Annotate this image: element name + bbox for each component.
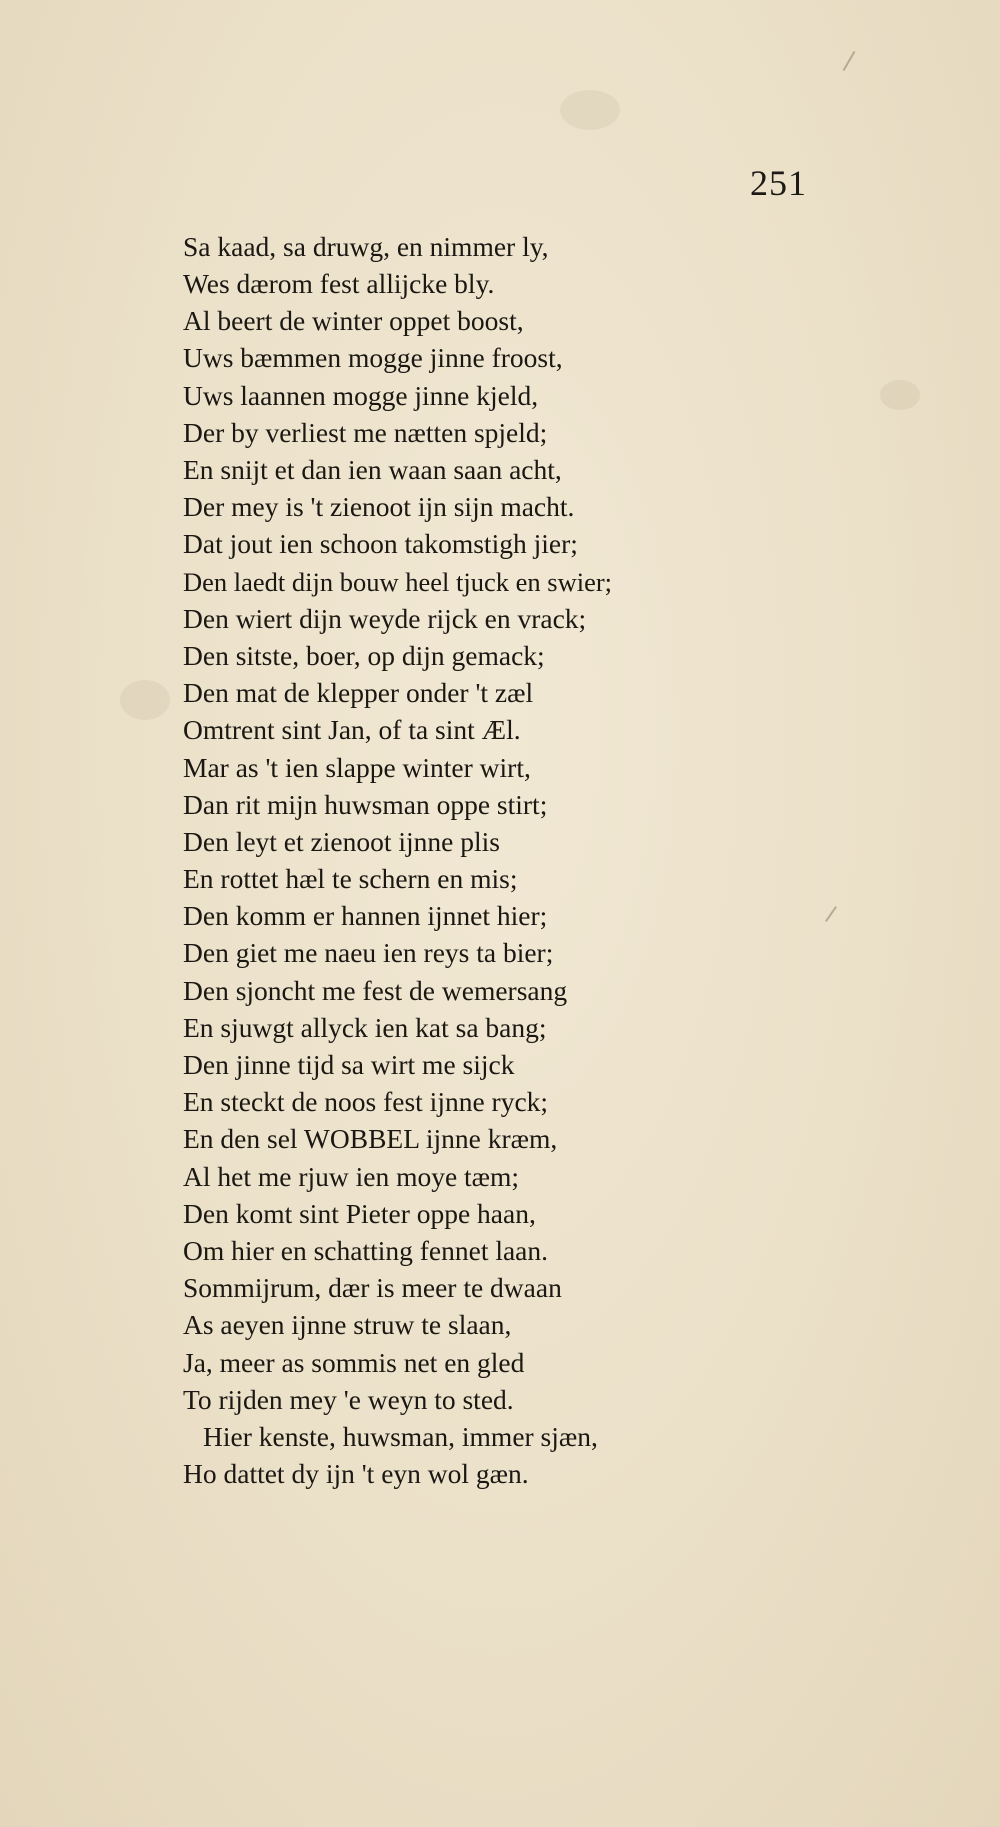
poem-line: As aeyen ijnne struw te slaan, xyxy=(183,1309,512,1340)
poem-line: Sommijrum, dær is meer te dwaan xyxy=(183,1272,562,1303)
poem-line: Den sitste, boer, op dijn gemack; xyxy=(183,640,545,671)
poem-line: Den komt sint Pieter oppe haan, xyxy=(183,1198,536,1229)
poem-line: Uws laannen mogge jinne kjeld, xyxy=(183,380,539,411)
paper-mark xyxy=(843,51,856,71)
poem-line: Dan rit mijn huwsman oppe stirt; xyxy=(183,789,548,820)
poem-line: Ho dattet dy ijn 't eyn wol gæn. xyxy=(183,1458,529,1489)
page-number: 251 xyxy=(750,163,807,203)
paper-mark xyxy=(825,906,837,922)
poem-line: Den wiert dijn weyde rijck en vrack; xyxy=(183,603,587,634)
poem-line: Der mey is 't zienoot ijn sijn macht. xyxy=(183,491,575,522)
poem-line: Den giet me naeu ien reys ta bier; xyxy=(183,937,554,968)
poem-line: Sa kaad, sa druwg, en nimmer ly, xyxy=(183,231,549,262)
poem-line: Der by verliest me nætten spjeld; xyxy=(183,417,548,448)
poem-line: Al beert de winter oppet boost, xyxy=(183,305,524,336)
poem-line: En den sel WOBBEL ijnne kræm, xyxy=(183,1123,558,1154)
poem-line: Den leyt et zienoot ijnne plis xyxy=(183,826,500,857)
poem-line: Omtrent sint Jan, of ta sint Æl. xyxy=(183,714,521,745)
poem-line: Den sjoncht me fest de wemersang xyxy=(183,975,568,1006)
poem-line: To rijden mey 'e weyn to sted. xyxy=(183,1384,514,1415)
poem-line: Dat jout ien schoon takomstigh jier; xyxy=(183,528,578,559)
poem-line: Den laedt dijn bouw heel tjuck en swier; xyxy=(183,567,613,597)
paper-stain xyxy=(880,380,920,410)
poem-line: En steckt de noos fest ijnne ryck; xyxy=(183,1086,549,1117)
poem-line: Mar as 't ien slappe winter wirt, xyxy=(183,752,531,783)
poem-line: Hier kenste, huwsman, immer sjæn, xyxy=(203,1421,598,1452)
poem-line: Om hier en schatting fennet laan. xyxy=(183,1235,549,1266)
poem-line: En sjuwgt allyck ien kat sa bang; xyxy=(183,1012,547,1043)
poem-line: Den jinne tijd sa wirt me sijck xyxy=(183,1049,515,1080)
poem-line: Den komm er hannen ijnnet hier; xyxy=(183,900,548,931)
poem-line: Al het me rjuw ien moye tæm; xyxy=(183,1161,520,1192)
poem-line: Den mat de klepper onder 't zæl xyxy=(183,677,534,708)
paper-stain xyxy=(120,680,170,720)
poem-line: En rottet hæl te schern en mis; xyxy=(183,863,518,894)
poem-line: En snijt et dan ien waan saan acht, xyxy=(183,454,562,485)
poem-line: Ja, meer as sommis net en gled xyxy=(183,1347,525,1378)
poem-line: Uws bæmmen mogge jinne froost, xyxy=(183,342,563,373)
poem-line: Wes dærom fest allijcke bly. xyxy=(183,268,495,299)
paper-stain xyxy=(560,90,620,130)
